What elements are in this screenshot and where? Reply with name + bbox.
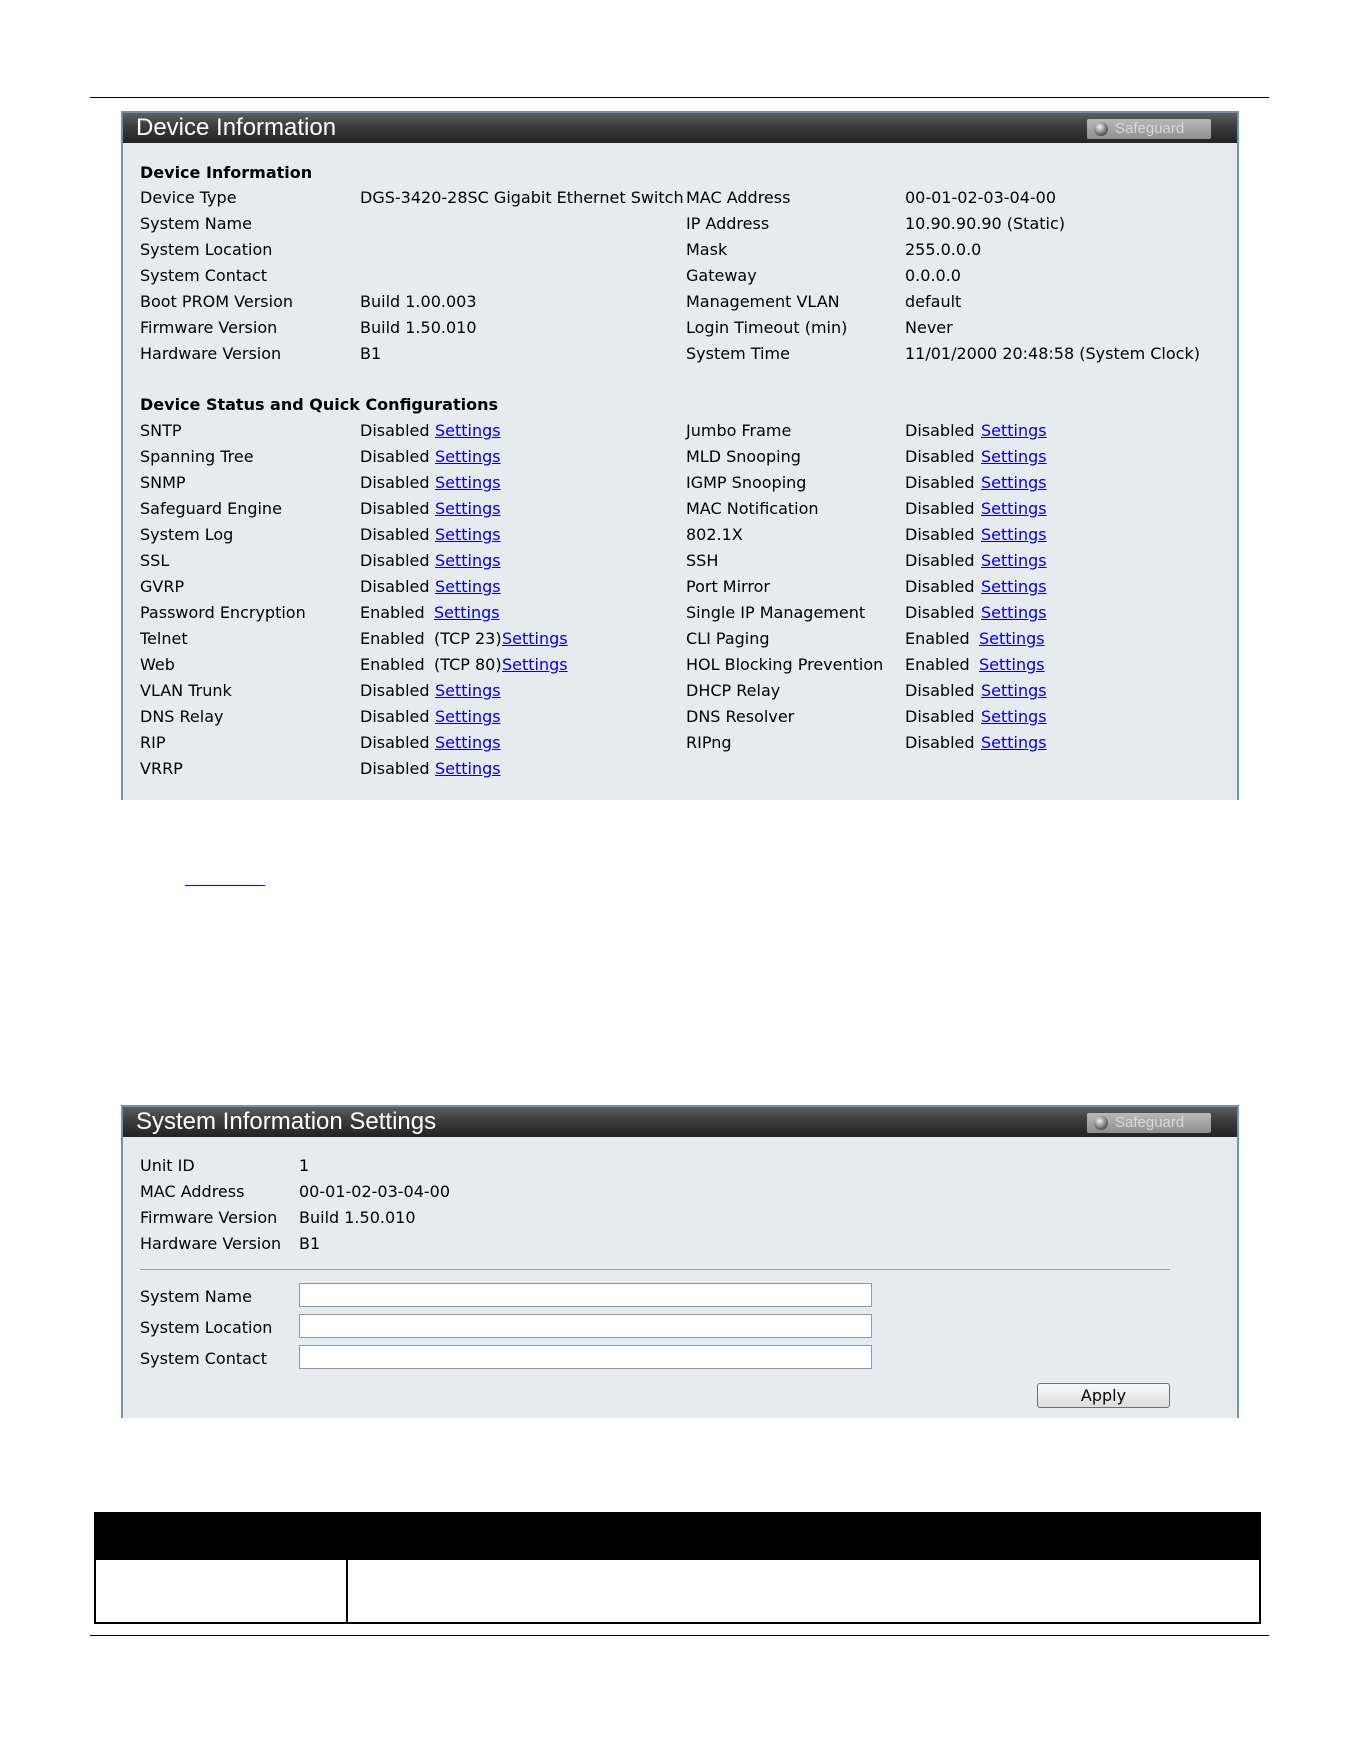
page-bottom-rule [90,1635,1269,1636]
status-value: Disabled [905,499,975,518]
info-label: Mask [686,240,728,259]
settings-link[interactable]: Settings [435,733,501,752]
settings-link[interactable]: Settings [435,499,501,518]
status-value: Disabled [360,707,430,726]
status-label: System Log [140,525,234,544]
status-label: Jumbo Frame [686,421,792,440]
status-led-icon [1094,122,1108,136]
info-label: MAC Address [140,1182,245,1201]
device-information-heading: Device Information [140,163,313,182]
status-label: SSH [686,551,719,570]
settings-link[interactable]: Settings [981,499,1047,518]
settings-link[interactable]: Settings [502,629,568,648]
status-value: Disabled [360,759,430,778]
status-label: Port Mirror [686,577,770,596]
info-label: Firmware Version [140,1208,278,1227]
section-divider [140,1269,1170,1270]
info-label: Login Timeout (min) [686,318,848,337]
status-value: Disabled [360,421,430,440]
status-label: Web [140,655,175,674]
info-label: Management VLAN [686,292,840,311]
info-label: System Time [686,344,790,363]
settings-link[interactable]: Settings [435,447,501,466]
status-value: Disabled [360,733,430,752]
panel-title: System Information Settings [136,1108,437,1135]
status-extra: (TCP 23) [434,629,502,648]
status-label: SNMP [140,473,186,492]
status-value: Disabled [905,577,975,596]
settings-link[interactable]: Settings [981,681,1047,700]
status-label: VLAN Trunk [140,681,232,700]
status-label: Single IP Management [686,603,866,622]
system-name-label: System Name [140,1287,252,1306]
figure-anchor-link[interactable] [185,885,265,886]
status-value: Disabled [905,421,975,440]
parameter-table [94,1512,1261,1624]
status-value: Disabled [905,447,975,466]
status-extra: (TCP 80) [434,655,502,674]
settings-link[interactable]: Settings [435,551,501,570]
settings-link[interactable]: Settings [981,577,1047,596]
status-label: IGMP Snooping [686,473,807,492]
info-label: Hardware Version [140,344,282,363]
status-label: MLD Snooping [686,447,801,466]
status-label: DNS Relay [140,707,224,726]
status-label: Spanning Tree [140,447,254,466]
panel-title: Device Information [136,114,337,141]
table-row [96,1560,1259,1622]
status-label: Safeguard Engine [140,499,282,518]
status-label: RIP [140,733,166,752]
page-top-rule [90,97,1269,98]
quick-config-heading: Device Status and Quick Configurations [140,395,498,414]
info-label: Firmware Version [140,318,278,337]
status-label: Telnet [140,629,188,648]
info-label: Boot PROM Version [140,292,293,311]
status-label: VRRP [140,759,183,778]
status-value: Disabled [360,447,430,466]
status-value: Disabled [905,707,975,726]
status-label: Password Encryption [140,603,306,622]
safeguard-indicator [1087,1113,1211,1133]
status-value: Disabled [360,681,430,700]
status-value: Disabled [905,525,975,544]
settings-link[interactable]: Settings [981,707,1047,726]
info-value: default [905,292,962,311]
status-value: Disabled [360,551,430,570]
settings-link[interactable]: Settings [435,473,501,492]
status-label: CLI Paging [686,629,770,648]
settings-link[interactable]: Settings [979,629,1045,648]
info-value: Never [905,318,953,337]
status-led-icon [1094,1116,1108,1130]
status-label: DHCP Relay [686,681,781,700]
info-value: 00-01-02-03-04-00 [299,1182,451,1201]
panel-title-bar [123,1107,1237,1137]
status-value: Enabled [905,655,970,674]
info-value: DGS-3420-28SC Gigabit Ethernet Switch [360,188,684,207]
settings-link[interactable]: Settings [981,525,1047,544]
status-value: Enabled [360,629,425,648]
info-label: MAC Address [686,188,791,207]
info-value: 0.0.0.0 [905,266,961,285]
system-name-input[interactable] [299,1283,872,1307]
status-value: Disabled [905,473,975,492]
status-value: Disabled [360,473,430,492]
status-label: DNS Resolver [686,707,795,726]
settings-link[interactable]: Settings [435,707,501,726]
info-value: Build 1.00.003 [360,292,477,311]
status-label: RIPng [686,733,732,752]
settings-link[interactable]: Settings [979,655,1045,674]
settings-link[interactable]: Settings [502,655,568,674]
safeguard-indicator [1087,119,1211,139]
status-label: HOL Blocking Prevention [686,655,884,674]
info-label: Gateway [686,266,757,285]
settings-link[interactable]: Settings [981,447,1047,466]
table-header [96,1514,1259,1560]
status-label: SNTP [140,421,182,440]
system-contact-label: System Contact [140,1349,267,1368]
info-label: Unit ID [140,1156,195,1175]
status-label: 802.1X [686,525,743,544]
info-value: 1 [299,1156,310,1175]
info-value: 255.0.0.0 [905,240,982,259]
settings-link[interactable]: Settings [981,421,1047,440]
info-value: B1 [299,1234,321,1253]
info-label: IP Address [686,214,770,233]
status-value: Disabled [905,681,975,700]
info-label: System Name [140,214,252,233]
settings-link[interactable]: Settings [435,421,501,440]
status-value: Disabled [360,499,430,518]
settings-link[interactable]: Settings [435,681,501,700]
settings-link[interactable]: Settings [435,577,501,596]
system-information-settings-panel [121,1105,1239,1418]
status-label: SSL [140,551,170,570]
status-value: Disabled [905,733,975,752]
status-value: Disabled [905,551,975,570]
settings-link[interactable]: Settings [981,733,1047,752]
status-value: Enabled [360,655,425,674]
safeguard-label: Safeguard [1115,120,1185,137]
status-value: Enabled [360,603,425,622]
safeguard-label: Safeguard [1115,1114,1185,1131]
system-location-input[interactable] [299,1314,872,1338]
column-divider [346,1560,348,1622]
settings-link[interactable]: Settings [981,551,1047,570]
settings-link[interactable]: Settings [434,603,500,622]
settings-link[interactable]: Settings [981,603,1047,622]
info-label: Hardware Version [140,1234,282,1253]
system-location-label: System Location [140,1318,273,1337]
info-value: 11/01/2000 20:48:58 (System Clock) [905,344,1200,363]
settings-link[interactable]: Settings [435,759,501,778]
panel-title-bar [123,113,1237,143]
info-value: 00-01-02-03-04-00 [905,188,1057,207]
info-label: System Contact [140,266,267,285]
status-value: Enabled [905,629,970,648]
status-value: Disabled [360,525,430,544]
info-label: Device Type [140,188,237,207]
status-value: Disabled [905,603,975,622]
info-value: Build 1.50.010 [360,318,477,337]
settings-link[interactable]: Settings [981,473,1047,492]
apply-button[interactable]: Apply [1037,1383,1170,1408]
status-label: GVRP [140,577,185,596]
info-value: B1 [360,344,382,363]
status-label: MAC Notification [686,499,819,518]
info-value: 10.90.90.90 (Static) [905,214,1066,233]
settings-link[interactable]: Settings [435,525,501,544]
info-value: Build 1.50.010 [299,1208,416,1227]
status-value: Disabled [360,577,430,596]
system-contact-input[interactable] [299,1345,872,1369]
info-label: System Location [140,240,273,259]
device-information-panel [121,111,1239,800]
